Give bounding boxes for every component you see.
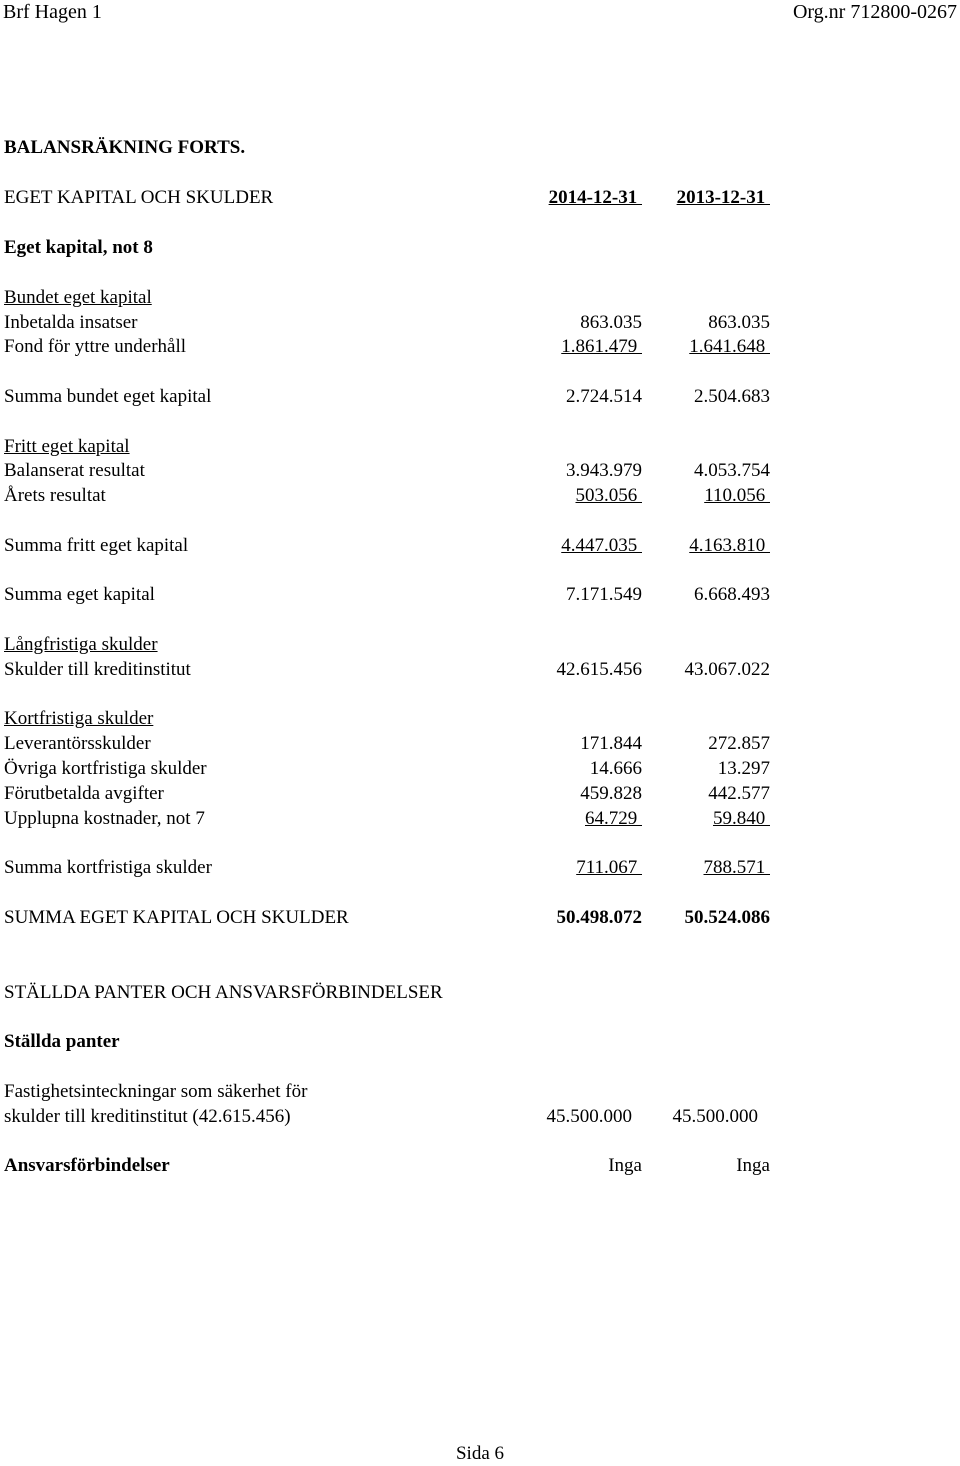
total-row: SUMMA EGET KAPITAL OCH SKULDER 50.498.072 50.524.086 — [4, 907, 770, 928]
summa-eget-kapital-row: Summa eget kapital 7.171.549 6.668.493 — [4, 584, 770, 605]
table-row: Förutbetalda avgifter 459.828 442.577 — [4, 783, 770, 804]
kortfristiga-heading: Kortfristiga skulder — [4, 708, 154, 729]
table-row: Årets resultat 503.056 110.056 — [4, 485, 770, 506]
table-row: Leverantörsskulder 171.844 272.857 — [4, 733, 770, 754]
panter-section-title: STÄLLDA PANTER OCH ANSVARSFÖRBINDELSER — [4, 982, 443, 1003]
table-row: Inbetalda insatser 863.035 863.035 — [4, 312, 770, 333]
summa-kortfristiga-row: Summa kortfristiga skulder 711.067 788.571 — [4, 857, 770, 878]
ansvarsforbindelser-row: Ansvarsförbindelser Inga Inga — [4, 1155, 770, 1176]
table-row: Fond för yttre underhåll 1.861.479 1.641.648 — [4, 336, 770, 357]
table-row: Upplupna kostnader, not 7 64.729 59.840 — [4, 808, 770, 829]
summa-bundet-row: Summa bundet eget kapital 2.724.514 2.504.683 — [4, 386, 770, 407]
eget-kapital-heading: Eget kapital, not 8 — [4, 237, 153, 258]
column-header-row — [4, 186, 960, 210]
table-row: Balanserat resultat 3.943.979 4.053.754 — [4, 460, 770, 481]
fritt-heading: Fritt eget kapital — [4, 436, 130, 457]
summa-fritt-row: Summa fritt eget kapital 4.447.035 4.163.810 — [4, 535, 770, 556]
bundet-heading: Bundet eget kapital — [4, 287, 152, 308]
table-row: Skulder till kreditinstitut 42.615.456 43.067.022 — [4, 659, 770, 680]
section-title: EGET KAPITAL OCH SKULDER — [4, 187, 274, 208]
langfristiga-heading: Långfristiga skulder — [4, 634, 158, 655]
page-number: Sida 6 — [455, 1443, 505, 1464]
page-title: BALANSRÄKNING FORTS. — [4, 137, 246, 158]
table-row: Övriga kortfristiga skulder 14.666 13.297 — [4, 758, 770, 779]
column-header-2013: 2013-12-31 — [676, 187, 770, 208]
header-association-name: Brf Hagen 1 — [3, 1, 102, 23]
column-header-2014: 2014-12-31 — [548, 187, 642, 208]
header-org-number: Org.nr 712800-0267 — [792, 1, 957, 23]
panter-line-2: skulder till kreditinstitut (42.615.456) 45.500.000 45.500.000 — [4, 1106, 758, 1127]
panter-line-1: Fastighetsinteckningar som säkerhet för — [4, 1081, 308, 1102]
stallda-panter-heading: Ställda panter — [4, 1031, 120, 1052]
